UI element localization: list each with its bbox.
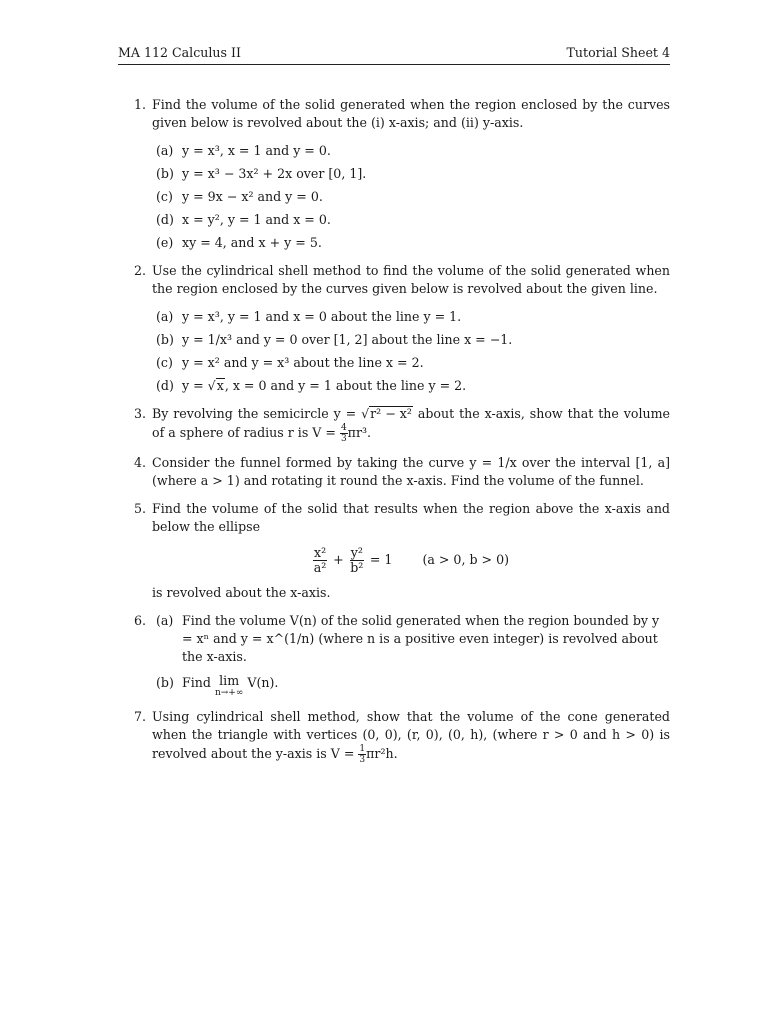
text-pre: Using cylindrical shell method, show that the volume of the cone generated when the triangle with vertices (0, 0), (r, 0), (0, h), (where r > 0 and h > 0) is revolved about the y-axis is V = xyxy=(152,709,670,761)
part-label: (d) xyxy=(156,378,174,393)
numerator: 4 xyxy=(340,423,347,433)
equation-condition: (a > 0, b > 0) xyxy=(422,552,509,567)
part-text-pre: Find xyxy=(182,675,215,690)
part-text: y = x³ − 3x² + 2x over [0, 1]. xyxy=(182,166,367,181)
text-post: πr²h. xyxy=(366,746,398,761)
ellipse-equation xyxy=(152,540,670,580)
denominator: 3 xyxy=(359,755,366,765)
equation-rhs: = 1 xyxy=(369,552,393,567)
problem-text: Use the cylindrical shell method to find the volume of the solid generated when the region enclosed by the curves given below is revolved about the given line. xyxy=(152,263,670,296)
part-b xyxy=(152,165,670,183)
part-c xyxy=(152,188,670,206)
text-post: πr³. xyxy=(347,425,372,440)
text-pre: By revolving the semicircle y = √ xyxy=(152,406,370,421)
part-a xyxy=(152,308,670,326)
part-text: xy = 4, and x + y = 5. xyxy=(182,235,322,250)
problem-text xyxy=(152,708,670,765)
denominator: b² xyxy=(350,559,364,575)
fraction-y xyxy=(350,546,364,575)
part-label: (a) xyxy=(156,143,174,158)
part-a xyxy=(152,142,670,160)
problem-parts xyxy=(152,612,670,698)
part-text: x = y², y = 1 and x = 0. xyxy=(182,212,331,227)
denominator: a² xyxy=(313,559,327,575)
limit-word: lim xyxy=(219,673,240,688)
problem-6 xyxy=(118,612,670,698)
numerator: y² xyxy=(350,544,363,560)
part-text: y = 9x − x² and y = 0. xyxy=(182,189,323,204)
part-d xyxy=(152,377,670,395)
problem-7 xyxy=(118,708,670,765)
part-text: Find the volume V(n) of the solid generated when the region bounded by y = xⁿ and y = x^(1/n) (where n is a positive even integer) is revolved about the x-axis. xyxy=(182,613,660,664)
fraction-x xyxy=(313,546,327,575)
problem-1 xyxy=(118,96,670,252)
problem-number: 4. xyxy=(134,455,147,470)
part-b xyxy=(152,674,670,698)
part-text: y = x³, y = 1 and x = 0 about the line y = 1. xyxy=(182,309,462,324)
limit-subscript: n→+∞ xyxy=(214,688,244,698)
sheet-title: Tutorial Sheet 4 xyxy=(566,45,670,60)
problem-number: 3. xyxy=(134,406,147,421)
part-text: y = x³, x = 1 and y = 0. xyxy=(182,143,331,158)
part-label: (a) xyxy=(156,613,174,628)
part-label: (b) xyxy=(156,332,174,347)
part-label: (e) xyxy=(156,235,174,250)
radicand: x xyxy=(216,378,224,393)
part-d xyxy=(152,211,670,229)
fraction xyxy=(340,423,348,444)
radicand: r² − x² xyxy=(370,406,412,421)
problem-5 xyxy=(118,500,670,602)
course-title: MA 112 Calculus II xyxy=(118,45,241,60)
problem-parts xyxy=(152,142,670,252)
part-e xyxy=(152,234,670,252)
problem-number: 7. xyxy=(134,709,147,724)
numerator: x² xyxy=(313,544,327,560)
problem-number: 6. xyxy=(134,613,147,628)
problem-text: Consider the funnel formed by taking the curve y = 1/x over the interval [1, a] (where a > 1) and rotating it round the x-axis. Find the volume of the funnel. xyxy=(152,455,670,488)
part-c xyxy=(152,354,670,372)
problem-number: 1. xyxy=(134,97,147,112)
part-label: (b) xyxy=(156,166,174,181)
problem-4 xyxy=(118,454,670,490)
problem-3 xyxy=(118,405,670,444)
part-label: (c) xyxy=(156,355,173,370)
part-text-post: , x = 0 and y = 1 about the line y = 2. xyxy=(224,378,467,393)
problem-number: 5. xyxy=(134,501,147,516)
header-rule xyxy=(118,64,670,65)
numerator: 1 xyxy=(359,744,366,754)
text-mid: about the x-axis, show that the volume of a sphere of radius r is V = xyxy=(152,406,670,440)
part-label: (c) xyxy=(156,189,173,204)
limit xyxy=(215,674,243,698)
part-a xyxy=(152,612,670,666)
part-label: (a) xyxy=(156,309,174,324)
part-label: (b) xyxy=(156,675,174,690)
problem-parts xyxy=(152,308,670,395)
fraction xyxy=(358,744,366,765)
part-text: y = 1/x³ and y = 0 over [1, 2] about the line x = −1. xyxy=(182,332,513,347)
part-label: (d) xyxy=(156,212,174,227)
problem-list xyxy=(118,96,670,775)
problem-text-after: is revolved about the x-axis. xyxy=(152,585,331,600)
plus-sign: + xyxy=(333,552,344,567)
part-text: y = x² and y = x³ about the line x = 2. xyxy=(182,355,424,370)
header xyxy=(118,44,670,62)
part-text-post: V(n). xyxy=(243,675,279,690)
denominator: 3 xyxy=(340,434,347,444)
problem-text: Find the volume of the solid that results when the region above the x-axis and below the ellipse xyxy=(152,501,670,534)
problem-number: 2. xyxy=(134,263,147,278)
part-b xyxy=(152,331,670,349)
problem-text xyxy=(152,405,670,444)
problem-2 xyxy=(118,262,670,395)
problem-text: Find the volume of the solid generated when the region enclosed by the curves given below is revolved about the (i) x-axis; and (ii) y-axis. xyxy=(152,97,670,130)
part-text-pre: y = √ xyxy=(182,378,216,393)
